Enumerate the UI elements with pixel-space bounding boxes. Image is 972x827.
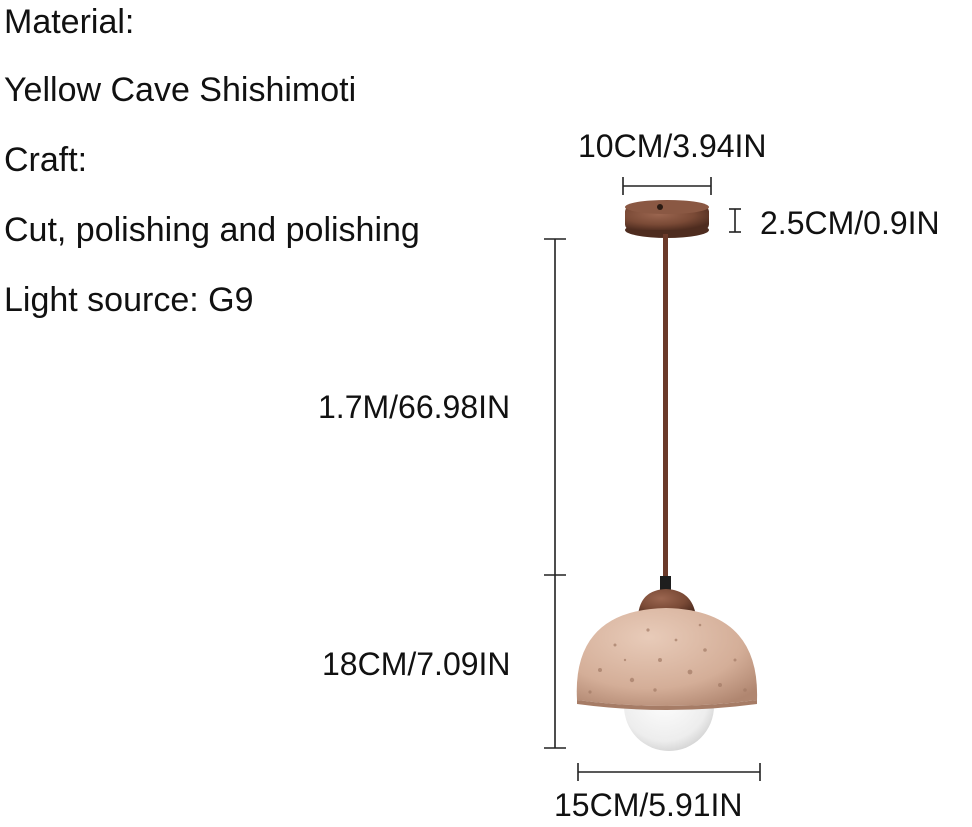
canopy-height-dimension <box>729 209 741 232</box>
shade-width-label: 15CM/5.91IN <box>554 787 743 823</box>
canopy-width-dimension <box>623 177 711 195</box>
canopy-width-label: 10CM/3.94IN <box>578 128 767 164</box>
socket-cap <box>660 576 671 590</box>
cord <box>663 234 668 578</box>
canopy <box>625 200 709 238</box>
cord-length-label: 1.7M/66.98IN <box>318 389 511 425</box>
light-source: Light source: G9 <box>4 281 254 319</box>
canopy-height-label: 2.5CM/0.9IN <box>760 205 940 241</box>
shade-height-label: 18CM/7.09IN <box>322 646 511 682</box>
cord-length-dimension <box>544 239 566 575</box>
shade-width-dimension <box>578 763 760 781</box>
craft-value: Cut, polishing and polishing <box>4 211 420 249</box>
stone-shade <box>577 608 757 706</box>
craft-label: Craft: <box>4 141 88 179</box>
shade-height-dimension <box>544 575 566 748</box>
material-label: Material: <box>4 3 135 41</box>
material-value: Yellow Cave Shishimoti <box>4 71 357 109</box>
